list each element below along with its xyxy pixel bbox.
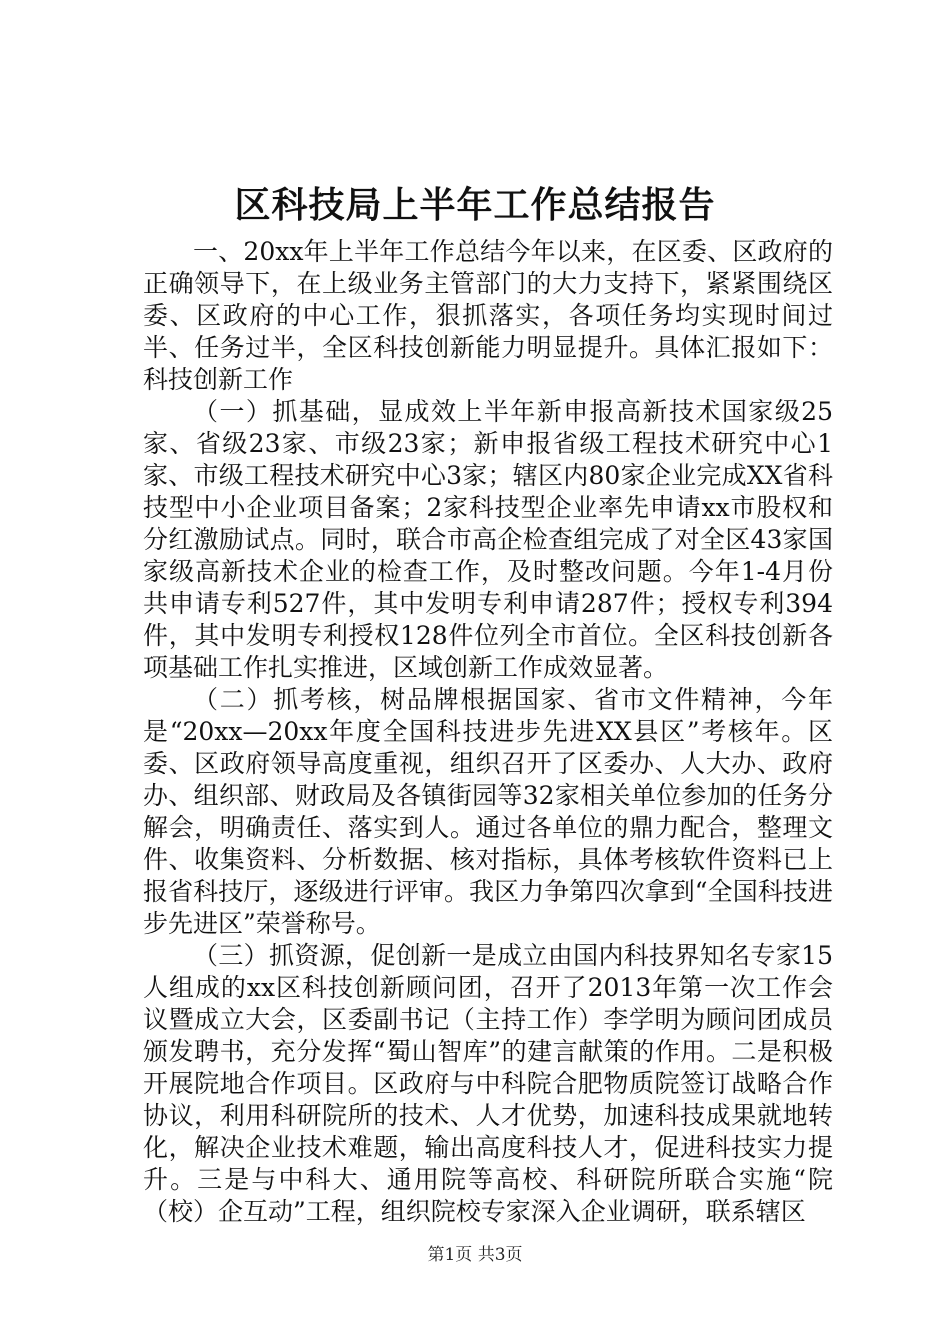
paragraph-section-1: （一）抓基础，显成效上半年新申报高新技术国家级25家、省级23家、市级23家；新申报省级工程技术研究中心1家、市级工程技术研究中心3家；辖区内80家企业完成XX省科技型中小企业项目备案；2家科技型企业率先申请xx市股权和分红激励试点。同时，联合市高企检查组完成了对全区43家国家级高新技术企业的检查工作，及时整改问题。今年1-4月份共申请专利527件，其中发明专利申请287件；授权专利394件，其中发明专利授权128件位列全市首位。全区科技创新各项基础工作扎实推进，区域创新工作成效显著。	[143, 397, 833, 682]
paragraph-section-3: （三）抓资源，促创新一是成立由国内科技界知名专家15人组成的xx区科技创新顾问团，召开了2013年第一次工作会议暨成立大会，区委副书记（主持工作）李学明为顾问团成员颁发聘书，充分发挥“蜀山智库”的建言献策的作用。二是积极开展院地合作项目。区政府与中科院合肥物质院签订战略合作协议，利用科研院所的技术、人才优势，加速科技成果就地转化，解决企业技术难题，输出高度科技人才，促进科技实力提升。三是与中科大、通用院等高校、科研院所联合实施“院（校）企互动”工程，组织院校专家深入企业调研，联系辖区	[143, 941, 833, 1226]
document-title: 区科技局上半年工作总结报告	[234, 184, 716, 226]
document-body	[143, 236, 833, 1228]
paragraph-intro: 一、20xx年上半年工作总结今年以来，在区委、区政府的正确领导下，在上级业务主管部门的大力支持下，紧紧围绕区委、区政府的中心工作，狠抓落实，各项任务均实现时间过半、任务过半，全区科技创新能力明显提升。具体汇报如下：科技创新工作	[143, 237, 833, 394]
page-number-footer: 第1页 共3页	[427, 1245, 523, 1265]
paragraph-section-2: （二）抓考核，树品牌根据国家、省市文件精神，今年是“20xx—20xx年度全国科技进步先进XX县区”考核年。区委、区政府领导高度重视，组织召开了区委办、人大办、政府办、组织部、财政局及各镇街园等32家相关单位参加的任务分解会，明确责任、落实到人。通过各单位的鼎力配合，整理文件、收集资料、分析数据、核对指标，具体考核软件资料已上报省科技厅，逐级进行评审。我区力争第四次拿到“全国科技进步先进区”荣誉称号。	[143, 685, 833, 938]
